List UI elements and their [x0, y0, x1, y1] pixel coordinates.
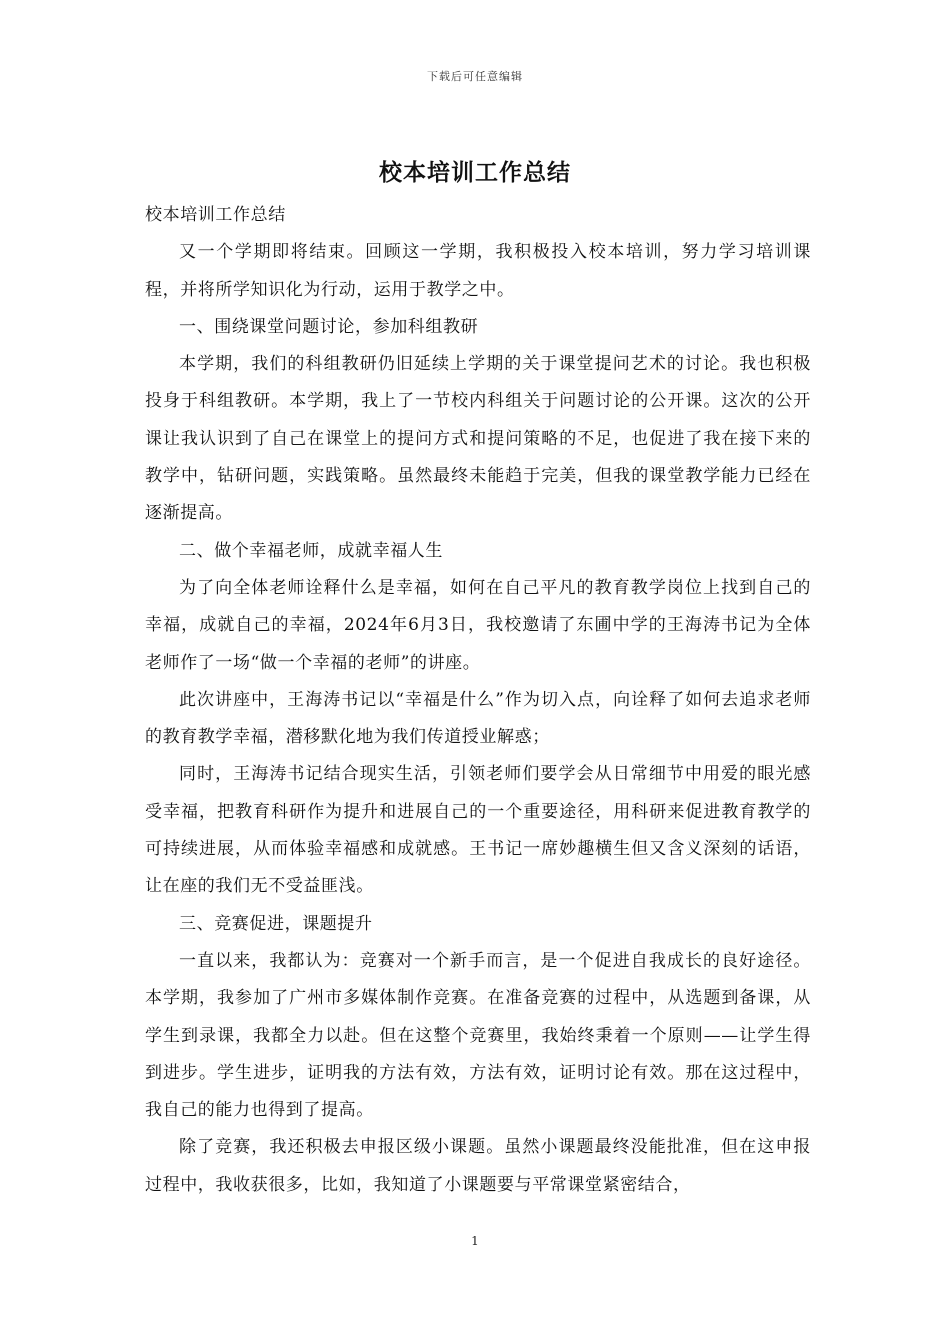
- section-heading-1: 一、围绕课堂问题讨论，参加科组教研: [179, 316, 479, 337]
- page-number: 1: [471, 1234, 479, 1248]
- paragraph-section-3a: 一直以来，我都认为：竞赛对一个新手而言，是一个促进自我成长的良好途径。本学期，我参加了广州市多媒体制作竞赛。在准备竞赛的过程中，从选题到备课，从学生到录课，我都全力以赴。但在这整个竞赛里，我始终秉着一个原则——让学生得到进步。学生进步，证明我的方法有效，方法有效，证明讨论有效。那在这过程中，我自己的能力也得到了提高。: [145, 950, 811, 1121]
- paragraph-section-2c: 同时，王海涛书记结合现实生活，引领老师们要学会从日常细节中用爱的眼光感受幸福，把教育科研作为提升和进展自己的一个重要途径，用科研来促进教育教学的可持续进展，从而体验幸福感和成就感。王书记一席妙趣横生但又含义深刻的话语，让在座的我们无不受益匪浅。: [145, 764, 811, 897]
- paragraph-section-2a: 为了向全体老师诠释什么是幸福，如何在自己平凡的教育教学岗位上找到自己的幸福，成就自己的幸福，2024年6月3日，我校邀请了东圃中学的王海涛书记为全体老师作了一场“做一个幸福的老师”的讲座。: [145, 577, 811, 673]
- section-heading-3: 三、竞赛促进，课题提升: [179, 913, 373, 934]
- paragraph-section-2b: 此次讲座中，王海涛书记以“幸福是什么”作为切入点，向诠释了如何去追求老师的教育教学幸福，潜移默化地为我们传道授业解惑；: [145, 689, 811, 748]
- body-subtitle: 校本培训工作总结: [145, 205, 286, 225]
- header-note: 下载后可任意编辑: [427, 70, 523, 83]
- document-body: [145, 197, 811, 1204]
- section-heading-2: 二、做个幸福老师，成就幸福人生: [179, 540, 443, 561]
- paragraph-section-3b: 除了竞赛，我还积极去申报区级小课题。虽然小课题最终没能批准，但在这申报过程中，我收获很多，比如，我知道了小课题要与平常课堂紧密结合，: [145, 1137, 811, 1195]
- paragraph-intro: 又一个学期即将结束。回顾这一学期，我积极投入校本培训，努力学习培训课程，并将所学知识化为行动，运用于教学之中。: [145, 242, 811, 300]
- document-title: 校本培训工作总结: [379, 159, 571, 186]
- paragraph-section-1: 本学期，我们的科组教研仍旧延续上学期的关于课堂提问艺术的讨论。我也积极投身于科组教研。本学期，我上了一节校内科组关于问题讨论的公开课。这次的公开课让我认识到了自己在课堂上的提问方式和提问策略的不足，也促进了我在接下来的教学中，钻研问题，实践策略。虽然最终未能趋于完美，但我的课堂教学能力已经在逐渐提高。: [145, 354, 811, 524]
